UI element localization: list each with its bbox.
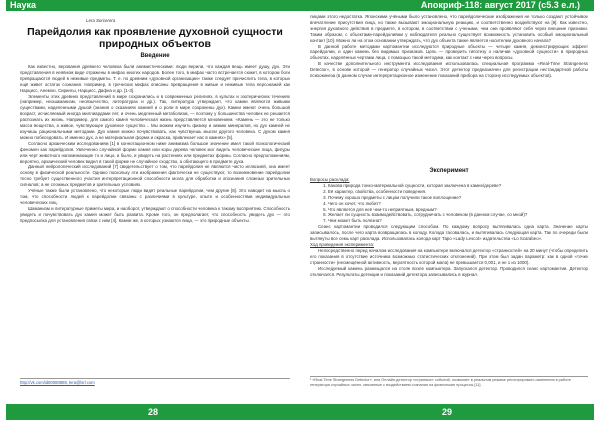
right-page-number: 29: [300, 404, 594, 420]
questions-list: [310, 183, 588, 224]
question-item: 5. Что является для неё чем-то неприятным, вредным?: [328, 207, 588, 213]
question-item: 7. Чем может быть полезна?: [328, 218, 588, 224]
right-paragraph: лицами этого недостатка. Японскими учёными было установлено, что парейдолические изображения не только создают устойчивое впечатление присутствия лица, но также вызывают эмоциональную реакцию, и соответственно воздействуют на [9]. Как известно, энергия духовного действия в предмете, в котором, в соответствии с учеными, чем они проявляют себя через внешние признаки. Таким образом, с объектами-парейдолиями у наблюдателя реально существует возможность установить особый эмоциональный контакт [10]. Можно ли на этом основании утверждать, что дух объекта также является носителем духовного начала?: [310, 14, 588, 43]
procedure-intro: Сеанс картомантии проводился следующим способом. По каждому вопросу вытягивалась одна карта. Значение карты записывалось, после чего карта возвращалась в колоду. Колода тасовалась, и вытягивалась следующая карта. Так по очереди были вытянуты все семь карт расклада. Использовалась колода карт Таро «Lady Lescot» издательства «Lo Scarabeo».: [310, 224, 588, 242]
right-column-bottom-text: [310, 177, 588, 277]
article-title: Парейдолия как проявление духовной сущности природных объектов: [27, 26, 283, 50]
left-section-header: Наука: [6, 0, 300, 11]
left-paragraph: Как известно, верования древнего человека были анимистическими: люди верили, что каждая вещь имеет душу, дух. Эти представления в неявном виде отражены в мифах многих народов. Более того, в мифах часто встречается сюжет, в котором боги превращаются людей в неживые предметы. Т. е. по древним «духовной организации» также следует причислить тела, в которых ещё живет остаток сознания. Например, в греческих мифах описаны превращения в живые и неживые тела персонажей как Нарцисс, Анемон, Сирингы, Нарцисс, Дафна и др. [1-3].: [20, 64, 290, 93]
left-paragraph: Согласно архаическим исследованиям [1] в коннотационном ниже анимизма большое значение имел такой психологический феномен как парейдолия. Увлеченно случайной форме камня или коры дерева человек мог видеть человеческие лица, фигуры или черт животного напоминающие то и лицо, и было, и увидеть на растениях или предметах формы. Согласно предположениям, вероятно, архаический человек видел в такой форме не случайное сходство, а обитающего в предмете духа.: [20, 140, 290, 164]
closing-text: Исследуемый камень размещался на столе возле компьютера. Запускался детектор. Проводился сеанс картомантии. Детектор отключался. Результаты детекции и показаний детектора записывались в журнал.: [310, 265, 588, 277]
question-item: 2. Её характер, свойства, особенности поведения.: [328, 189, 588, 195]
right-column-top-text: [310, 14, 588, 79]
procedure-title: Ход проведения эксперимента:: [310, 241, 375, 247]
footnote: ¹ «Real-Time Strangeness Detector», или Онлайн-детектор «странных» событий, позволяет в реальном режиме регистрировать изменения в работе генератора случайных чисел, связанные с воздействием сознания на физические процессы [11].: [310, 376, 588, 388]
questions-title: Вопросы расклада:: [310, 177, 350, 182]
procedure-text: Непосредственно перед началом исследования на компьютере включался детектор «странностей» на 20 минут (чтобы определить его показания в отсутствие источника возможных статистических отклонений). При этом был задан параметр: как в одной «точке странности» (несмещённой активность, вероятность которой мала) не превышается 0,001, и не 1 из 1000).: [310, 247, 588, 265]
right-paragraph: В качестве дополнительного инструмента исследования использовалась специальная программа «Real-Time Strangeness Detector», в основе которой — генератор случайных чисел. Этот детектор предназначен для регистрации нестандартной работы психокинеза (в данном случае интерпретационное изменение показаний прибора на сторону исследуемых объектов).: [310, 61, 588, 79]
left-paragraph: Шаманизм и литературные приметы мира, и наоборот, утверждают о способности человека к такому восприятию. Способность увидеть и почувствовать дух камня может быть развита. Кроме того, он предполагает, что способность увидеть дух — это предпосылка для установления связи с ним [4]. Камни же, в которых узнаются лица, — это природные объекты.: [20, 205, 290, 223]
author-contact-link[interactable]: http://vk.com/id80080888, lera@lsrl.com: [20, 380, 95, 385]
article-author: Lera Sorcerera: [86, 18, 116, 23]
question-item: 1. Какова природа тонко-материальной сущности, которая заключена в камне/дереве?: [328, 183, 588, 189]
experiment-heading: Эксперимент: [429, 168, 469, 174]
left-paragraph: Данный нейрологический исследований [7] свидетельствует о том, что парейдолия не являются чисто иллюзией, она имеет основу в физической реальности. Однако поскольку эти изображения фактически не существуют, то возникновение парейдолии тесно требует существенного участия интерпретационной способности мозга для обработки и опознания сложных зрительных сигналов; а не сложных предметов и зрительных условиях.: [20, 164, 290, 188]
intro-heading: Введение: [140, 53, 170, 59]
question-item: 6. Желает ли сущность взаимодействовать, сотрудничать с человеком (в данном случае, со мной)?: [328, 212, 588, 218]
left-column-text: [20, 64, 290, 223]
left-paragraph: Учёные также были установлено, что некоторые люди видят реальные парейдолии, чем другие [8]. Это наводит на мысль о том, что способности людей к парейдолии связаны с различиями в культуре, опыте и особенностями индивидуальных человеческих лиц.: [20, 188, 290, 205]
question-item: 4. Чего он хочет, что любит?: [328, 201, 588, 207]
right-page: [300, 0, 600, 424]
right-issue-header: Апокриф-118: август 2017 (с5.3 е.л.): [300, 0, 594, 11]
question-item: 3. Почему хорошо предметы с лицом получили такое воплощение?: [328, 195, 588, 201]
left-paragraph: Элементы этих древних представлений в мире сохранились и в современных религиях, в культах и эзотерических течениях (например, неошаманизм, неоязычество, литературах и др.). Так, литература утверждает, что камни являются живыми существами, наделенными душой (знания о сказаниях камней и о роли в мире сохранены дух). Камни имеют очень большой возраст, исчисляемый иногда миллиардами лет, и очень медленный метаболизм, — поэтому у большинства человек не решается распознать их жизнь. Например, для самого камня человеческая жизнь представляется мгновением. «Камень — это не только масса вещества, а живое, чувствующее духовное существо… Мы можем изучить физику и химию минералов, но дух камней не изучишь рациональными методами. Дух камня можно почувствовать, как чувствуешь мысли другого человека. С духом камня можно побеседовать. И именно дух, а не материальная форма и окраска, привлекает нас в камнях» [5].: [20, 93, 290, 140]
right-paragraph: В данной работе методами картомантии исследуются природные объекты — четыре камня, демонстрирующих эффект парейдолии, и один камень без видимых признаков. Цель — проверить гипотезу о наличии «духовной сущности» в природных объектах, наделённых чертами лица, с помощью такой методики, как контакт с ним через вопросы.: [310, 43, 588, 61]
author-contacts: [20, 378, 290, 385]
left-page-number: 28: [6, 404, 300, 420]
